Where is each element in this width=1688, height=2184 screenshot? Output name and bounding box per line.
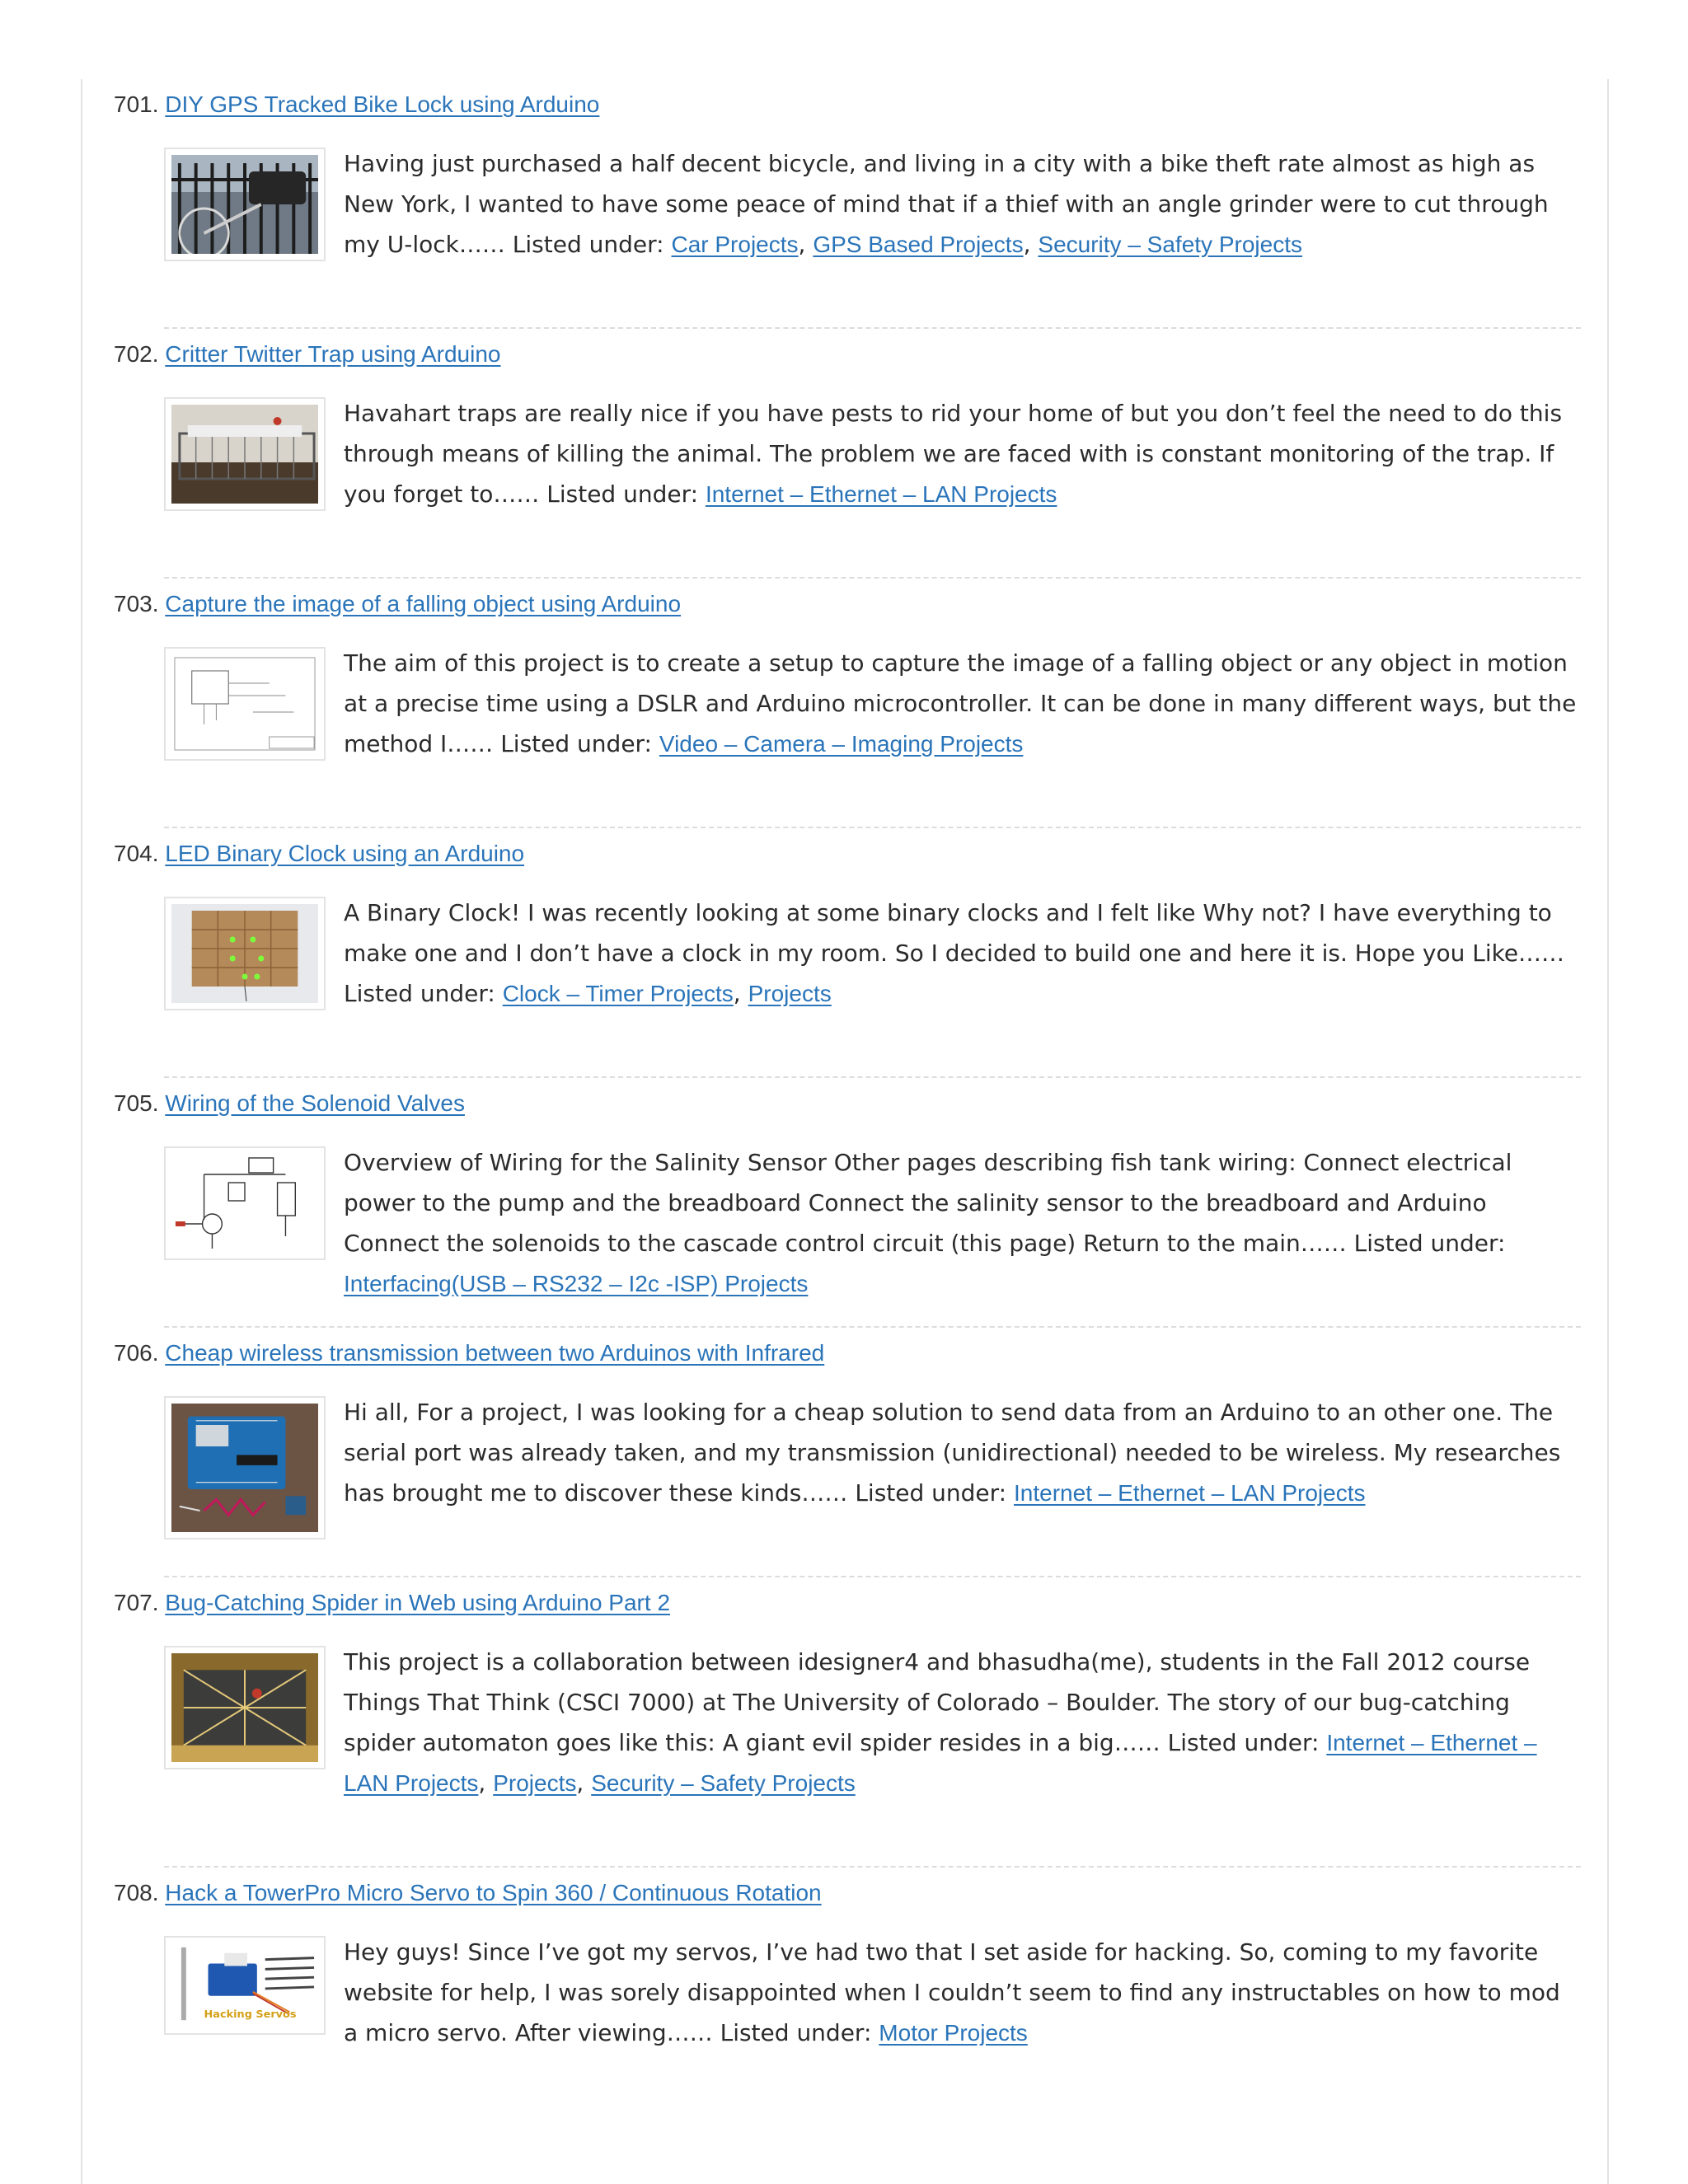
item-number: 708. bbox=[114, 1880, 159, 1905]
excerpt-text: Overview of Wiring for the Salinity Sensor Other pages describing fish tank wiring: Connect electrical power to the pump and the breadboard Connect the salinity sensor to the breadboard and Arduino Connect the solenoids to the cascade control circuit (this page) Return to the main…… bbox=[344, 1149, 1512, 1257]
project-thumbnail[interactable] bbox=[164, 1146, 326, 1260]
project-title-link[interactable]: Bug-Catching Spider in Web using Arduino Part 2 bbox=[165, 1590, 671, 1615]
project-thumbnail[interactable] bbox=[164, 897, 326, 1010]
item-heading bbox=[114, 1874, 822, 1912]
listed-under-label: Listed under: bbox=[855, 1479, 1007, 1507]
excerpt-text: Having just purchased a half decent bicycle, and living in a city with a bike theft rate almost as high as New York, I wanted to have some peace of mind that if a thief with an angle grinder were to cut through my U-lock…… bbox=[344, 150, 1549, 258]
project-title-link[interactable]: Cheap wireless transmission between two Arduinos with Infrared bbox=[165, 1340, 825, 1366]
project-list bbox=[114, 79, 1581, 2049]
category-link[interactable]: Clock – Timer Projects bbox=[502, 981, 734, 1006]
project-excerpt: Having just purchased a half decent bicycle, and living in a city with a bike theft rate almost as high as New York, I wanted to have some peace of mind that if a thief with an angle grinder were to cut through my U-lock…… Listed under: Car Projects, GPS Based Projects, Security – Safety Projects bbox=[344, 150, 1549, 258]
excerpt-text: Havahart traps are really nice if you have pests to rid your home of but you don’t feel the need to do this through means of killing the animal. The problem we are faced with is constant monitoring of the trap. If you forget to…… bbox=[344, 400, 1563, 508]
listed-under-label: Listed under: bbox=[1167, 1729, 1320, 1756]
category-link[interactable]: GPS Based Projects bbox=[813, 232, 1024, 257]
circuit-diagram-icon bbox=[171, 1154, 318, 1253]
item-number: 703. bbox=[114, 591, 159, 616]
project-title-link[interactable]: Wiring of the Solenoid Valves bbox=[165, 1090, 465, 1116]
project-thumbnail[interactable] bbox=[164, 1646, 326, 1769]
category-link[interactable]: Security – Safety Projects bbox=[591, 1770, 856, 1796]
category-link[interactable]: Car Projects bbox=[671, 232, 799, 257]
item-number: 702. bbox=[114, 341, 159, 367]
project-excerpt bbox=[344, 1142, 1580, 1304]
listed-under-label: Listed under: bbox=[1353, 1230, 1506, 1257]
project-excerpt bbox=[344, 1932, 1580, 2053]
item-heading bbox=[114, 1584, 670, 1622]
item-heading bbox=[114, 1334, 824, 1372]
trap-photo-icon bbox=[171, 405, 318, 504]
project-thumbnail[interactable] bbox=[164, 148, 326, 261]
project-title-link[interactable]: Critter Twitter Trap using Arduino bbox=[165, 341, 501, 367]
arduino-board-photo-icon bbox=[171, 1404, 318, 1532]
spider-web-photo-icon bbox=[171, 1653, 318, 1762]
thumb-caption: Hacking Servos bbox=[204, 2008, 297, 2022]
list-item bbox=[114, 329, 1581, 579]
list-item bbox=[114, 79, 1581, 329]
excerpt-text: A Binary Clock! I was recently looking at some binary clocks and I felt like Why not? I have everything to make one and I don’t have a clock in my room. So I decided to build one and here it is. Hope you Like…… bbox=[344, 899, 1565, 967]
project-excerpt: This project is a collaboration between idesigner4 and bhasudha(me), students in the Fall 2012 course Things That Think (CSCI 7000) at The University of Colorado – Boulder. The story of our bug-catching spider automaton goes like this: A giant evil spider resides in a big…… Listed under: Internet – Ethernet – LAN Projects, Projects, Security – Safety Projects bbox=[344, 1648, 1537, 1797]
project-thumbnail[interactable] bbox=[164, 397, 326, 511]
project-excerpt: A Binary Clock! I was recently looking at some binary clocks and I felt like Why not? I have everything to make one and I don’t have a clock in my room. So I decided to build one and here it is. Hope you Like…… Listed under: Clock – Timer Projects, Projects bbox=[344, 899, 1565, 1007]
project-thumbnail[interactable] bbox=[164, 647, 326, 761]
item-number: 701. bbox=[114, 91, 159, 117]
item-heading bbox=[114, 1085, 465, 1122]
servo-photo-icon bbox=[171, 1943, 318, 2027]
category-link[interactable]: Internet – Ethernet – LAN Projects bbox=[705, 481, 1057, 507]
led-clock-photo-icon bbox=[171, 904, 318, 1003]
item-heading bbox=[114, 335, 501, 373]
listed-under-label: Listed under: bbox=[546, 480, 699, 508]
excerpt-text: Hi all, For a project, I was looking for a cheap solution to send data from an Arduino to an other one. The serial port was already taken, and my transmission (unidirectional) needed to be wireless. My researches has brought me to discover these kinds…… bbox=[344, 1399, 1561, 1507]
category-link[interactable]: Motor Projects bbox=[879, 2020, 1028, 2046]
project-title-link[interactable]: Hack a TowerPro Micro Servo to Spin 360 / Continuous Rotation bbox=[165, 1880, 822, 1905]
item-number: 707. bbox=[114, 1590, 159, 1615]
list-item bbox=[114, 1078, 1581, 1328]
list-item bbox=[114, 828, 1581, 1078]
category-link[interactable]: Internet – Ethernet – LAN Projects bbox=[1014, 1480, 1366, 1506]
category-link[interactable]: Security – Safety Projects bbox=[1038, 232, 1302, 257]
list-item bbox=[114, 1328, 1581, 1577]
project-title-link[interactable]: Capture the image of a falling object using Arduino bbox=[165, 591, 682, 616]
project-excerpt bbox=[344, 393, 1580, 514]
project-title-link[interactable]: LED Binary Clock using an Arduino bbox=[165, 841, 525, 866]
listed-under-label: Listed under: bbox=[344, 980, 495, 1007]
project-thumbnail[interactable] bbox=[164, 1396, 326, 1540]
category-link[interactable]: Interfacing(USB – RS232 – I2c -ISP) Projects bbox=[344, 1271, 809, 1296]
item-number: 704. bbox=[114, 841, 159, 866]
list-item bbox=[114, 1868, 1581, 2049]
listed-under-label: Listed under: bbox=[720, 2019, 872, 2046]
category-link[interactable]: Internet – Ethernet – LAN Projects bbox=[344, 1730, 1537, 1796]
project-excerpt bbox=[344, 643, 1580, 764]
listed-under-label: Listed under: bbox=[512, 231, 664, 258]
schematic-drawing-icon bbox=[171, 654, 318, 753]
project-excerpt bbox=[344, 1392, 1580, 1513]
category-link[interactable]: Projects bbox=[748, 981, 832, 1006]
category-link[interactable]: Video – Camera – Imaging Projects bbox=[659, 731, 1024, 757]
excerpt-text: This project is a collaboration between idesigner4 and bhasudha(me), students in the Fall 2012 course Things That Think (CSCI 7000) at The University of Colorado – Boulder. The story of our bug-catching spider automaton goes like this: A giant evil spider resides in a big…… bbox=[344, 1648, 1531, 1756]
excerpt-text: The aim of this project is to create a setup to capture the image of a falling object or any object in motion at a precise time using a DSLR and Arduino microcontroller. It can be done in many different ways, but the method I…… bbox=[344, 649, 1577, 757]
list-item bbox=[114, 579, 1581, 828]
item-heading bbox=[114, 835, 524, 873]
project-thumbnail[interactable] bbox=[164, 1936, 326, 2035]
project-title-link[interactable]: DIY GPS Tracked Bike Lock using Arduino bbox=[165, 91, 600, 117]
bicycle-photo-icon bbox=[171, 155, 318, 254]
category-link[interactable]: Projects bbox=[493, 1770, 577, 1796]
listed-under-label: Listed under: bbox=[500, 730, 652, 757]
item-number: 706. bbox=[114, 1340, 159, 1366]
list-item bbox=[114, 1577, 1581, 1868]
item-heading bbox=[114, 585, 681, 623]
excerpt-text: Hey guys! Since I’ve got my servos, I’ve had two that I set aside for hacking. So, coming to my favorite website for help, I was sorely disappointed when I couldn’t seem to find any instructables on how to mod a micro servo. After viewing…… bbox=[344, 1938, 1560, 2046]
item-heading bbox=[114, 86, 599, 124]
item-number: 705. bbox=[114, 1090, 159, 1116]
